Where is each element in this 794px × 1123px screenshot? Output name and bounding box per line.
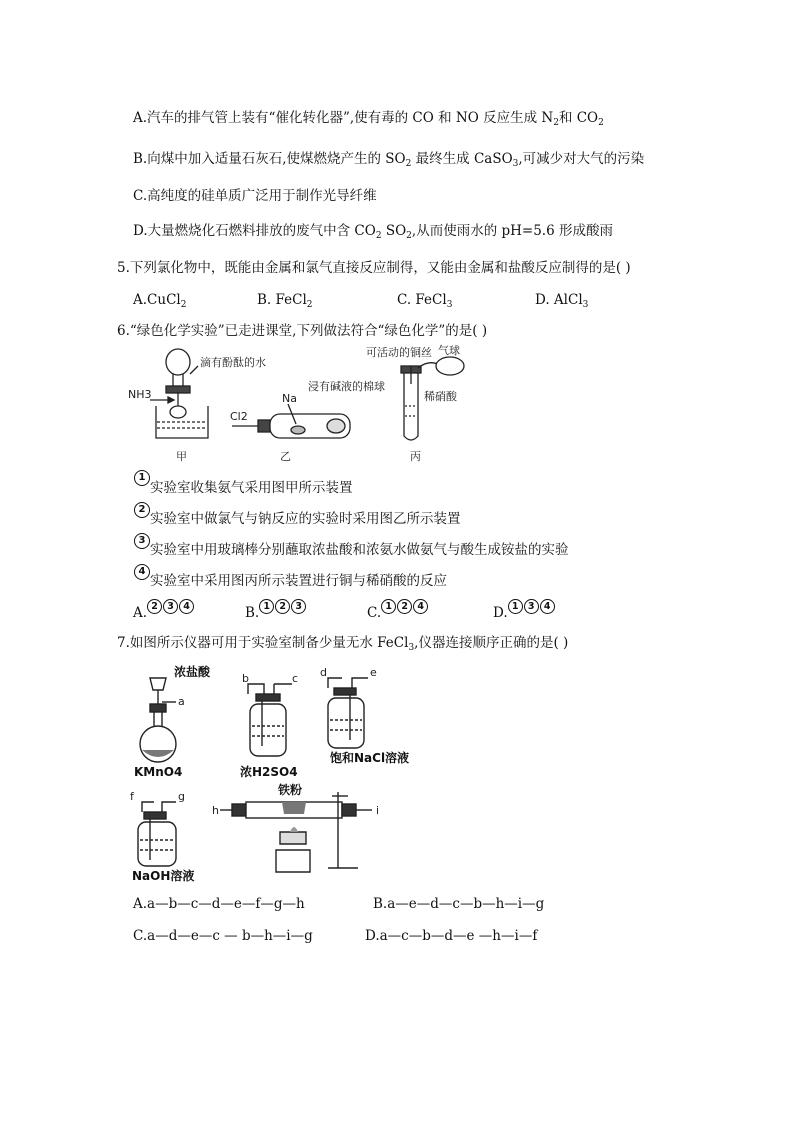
q6-item-3: 实验室中用玻璃棒分别蘸取浓盐酸和浓氨水做氨气与酸生成铵盐的实验 [150, 542, 569, 558]
apparatus-yi [232, 404, 350, 438]
label-kmno4: KMnO4 [134, 765, 183, 779]
apparatus-naoh-bottle [138, 802, 176, 866]
q4-option-d [133, 222, 613, 240]
q7-stem [117, 634, 568, 652]
q5-option-b-sub: 2 [306, 300, 313, 310]
port-d: d [320, 666, 327, 679]
q4-option-b-sub2: 3 [512, 159, 519, 169]
q5-option-d [535, 291, 588, 309]
label-naoh: NaOH溶液 [132, 869, 195, 883]
label-iron: 铁粉 [278, 783, 303, 797]
caption-yi: 乙 [280, 450, 291, 463]
q4-option-a-sub2: 2 [598, 118, 604, 128]
q7-choice-d: D.a—c—b—d—e —h—i—f [365, 928, 538, 944]
q5-option-a-sub: 2 [180, 300, 187, 310]
q4-option-c [133, 187, 377, 205]
q6-choice-d-letter: D. [493, 605, 508, 621]
q6-choice-a-n1: 2 [147, 599, 162, 614]
q6-choice-b-n2: 2 [275, 599, 290, 614]
port-i: i [376, 804, 380, 817]
label-conc-h2so4: 浓H2SO4 [240, 765, 298, 779]
q4-option-b-sub1: 2 [405, 159, 412, 169]
port-f: f [130, 790, 134, 803]
q6-item-2: 实验室中做氯气与钠反应的实验时采用图乙所示装置 [150, 511, 461, 527]
q6-item-4-number: 4 [134, 564, 150, 580]
caption-bing: 丙 [410, 450, 421, 463]
q6-choice-b-n1: 1 [259, 599, 274, 614]
q6-choice-d [493, 597, 556, 621]
q6-choice-b [245, 597, 307, 621]
q4-option-c-text: C.高纯度的硅单质广泛用于制作光导纤维 [133, 188, 377, 204]
q4-option-d-sub1: 2 [375, 231, 382, 241]
q7-stem-text2: ,仪器连接顺序正确的是( ) [414, 635, 569, 651]
q6-choice-d-n1: 1 [508, 599, 523, 614]
q6-choice-c-letter: C. [367, 605, 382, 621]
q6-choice-a-n2: 3 [163, 599, 178, 614]
q6-choice-d-n2: 3 [524, 599, 539, 614]
q6-choice-b-letter: B. [245, 605, 260, 621]
q5-option-b-text: B. FeCl [257, 292, 307, 308]
label-nh3: NH3 [128, 388, 152, 401]
label-conc-hcl: 浓盐酸 [174, 665, 211, 679]
apparatus-iron-tube [220, 792, 372, 872]
port-a: a [178, 695, 185, 708]
label-cl2: Cl2 [230, 410, 248, 423]
q6-choice-c-n1: 1 [381, 599, 396, 614]
label-na: Na [282, 392, 297, 405]
q6-item-2-number: 2 [134, 502, 150, 518]
port-e: e [370, 666, 377, 679]
q5-option-a-text: A.CuCl [133, 292, 181, 308]
q4-option-b-text1: B.向煤中加入适量石灰石,使煤燃烧产生的 SO [133, 151, 406, 167]
q4-option-d-text3: ,从而使雨水的 pH=5.6 形成酸雨 [411, 223, 613, 239]
q6-item-1-number: 1 [134, 470, 150, 486]
q6-choice-c [367, 597, 429, 621]
q5-option-d-sub: 3 [582, 300, 589, 310]
q4-option-b [133, 150, 644, 168]
label-balloon: 气球 [438, 344, 460, 357]
q6-choice-b-n3: 3 [291, 599, 306, 614]
q4-option-a [133, 109, 604, 127]
q7-choice-c: C.a—d—e—c — b—h—i—g [133, 928, 313, 944]
q4-option-a-sub1: 2 [553, 118, 559, 128]
q6-choice-a-n3: 4 [179, 599, 194, 614]
label-acid: 稀硝酸 [424, 390, 457, 403]
q5-option-d-text: D. AlCl [535, 292, 583, 308]
q7-stem-sub: 3 [408, 643, 415, 653]
q5-option-c [397, 291, 452, 309]
q4-option-d-sub2: 2 [406, 231, 412, 241]
q4-option-a-text1: A.汽车的排气管上装有“催化转化器”,使有毒的 CO 和 NO 反应生成 N [133, 110, 554, 126]
port-h: h [212, 804, 219, 817]
q7-figure [128, 664, 428, 894]
q4-option-d-text1: D.大量燃烧化石燃料排放的废气中含 CO [133, 223, 376, 239]
q5-option-a [133, 291, 186, 309]
q4-option-b-text2: 最终生成 CaSO [411, 151, 513, 167]
apparatus-nacl-bottle [328, 678, 368, 748]
q5-option-c-sub: 3 [446, 300, 453, 310]
q5-option-b [257, 291, 313, 309]
q6-item-1: 实验室收集氨气采用图甲所示装置 [150, 480, 353, 496]
label-jia-water [200, 355, 266, 369]
label-copper: 可活动的铜丝 [366, 346, 432, 359]
q7-choice-a: A.a—b—c—d—e—f—g—h [133, 896, 305, 912]
q6-figure [128, 344, 468, 464]
q5-option-c-text: C. FeCl [397, 292, 447, 308]
q6-item-4: 实验室中采用图丙所示装置进行铜与稀硝酸的反应 [150, 573, 447, 589]
apparatus-flask [140, 678, 176, 762]
q4-option-b-text3: ,可减少对大气的污染 [518, 151, 645, 167]
q6-choice-a-letter: A. [133, 605, 148, 621]
label-nacl: 饱和NaCl溶液 [330, 751, 410, 765]
q6-choice-c-n2: 2 [397, 599, 412, 614]
label-jia-water-text: 滴有酚酞的水 [200, 356, 266, 369]
q6-choice-d-n3: 4 [540, 599, 555, 614]
q6-stem: 6.“绿色化学实验”已走进课堂,下列做法符合“绿色化学”的是( ) [117, 323, 488, 339]
q5-stem: 5.下列氯化物中，既能由金属和氯气直接反应制得，又能由金属和盐酸反应制得的是( ) [117, 260, 631, 276]
q6-item-3-number: 3 [134, 533, 150, 549]
q7-stem-text1: 7.如图所示仪器可用于实验室制备少量无水 FeCl [117, 635, 409, 651]
label-cotton: 浸有碱液的棉球 [308, 380, 385, 393]
q4-option-a-text2: 和 CO [558, 110, 599, 126]
q6-choice-c-n3: 4 [413, 599, 428, 614]
port-g: g [178, 790, 185, 803]
port-c: c [292, 672, 299, 685]
q4-option-d-text2: SO [381, 223, 407, 239]
apparatus-h2so4-bottle [248, 684, 292, 756]
q7-choice-b: B.a—e—d—c—b—h—i—g [373, 896, 545, 912]
q6-choice-a [133, 597, 195, 621]
port-b: b [242, 672, 249, 685]
caption-jia: 甲 [176, 450, 187, 463]
